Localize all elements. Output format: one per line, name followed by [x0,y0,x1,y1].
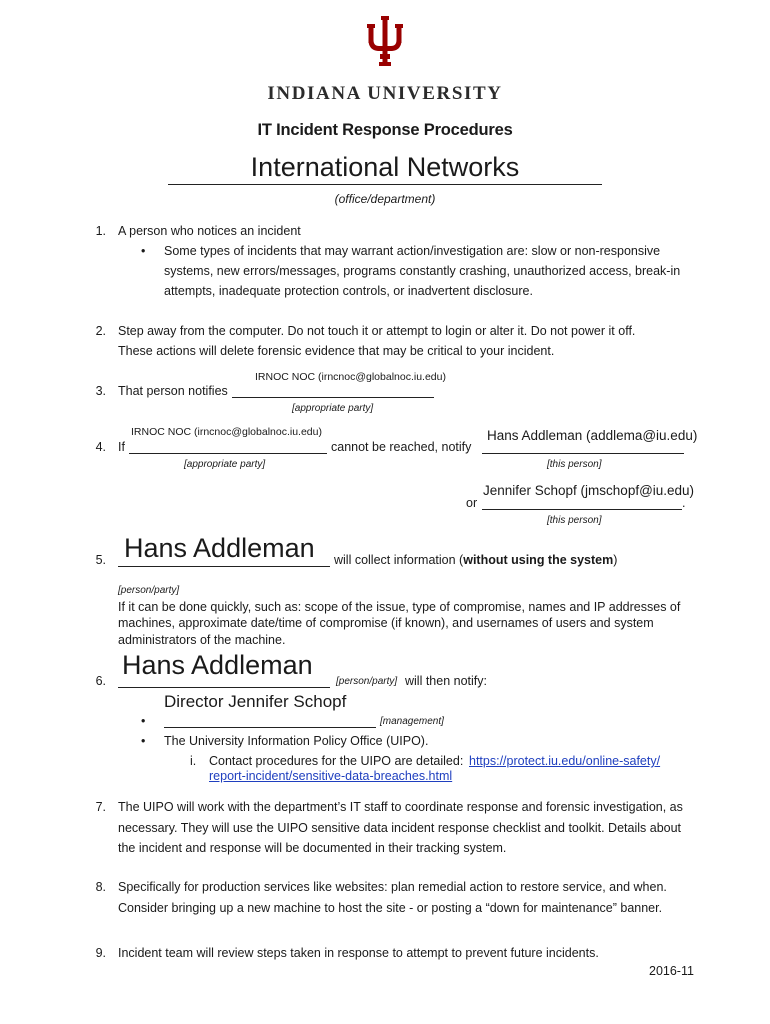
bullet: • [141,734,146,748]
step-9-text: Incident team will review steps taken in response to attempt to prevent future incidents. [118,946,599,960]
step-3-fill: IRNOC NOC (irncnoc@globalnoc.iu.edu) [255,371,446,383]
step-6-management-caption: [management] [380,716,444,727]
uipo-procedures-link[interactable]: https://protect.iu.edu/online-safety/ [469,754,661,768]
step-4-fill-right: Hans Addleman (addlema@iu.edu) [487,428,698,443]
step-7-number: 7. [95,800,106,814]
bullet: • [141,714,146,728]
step-4-caption-right-2: [this person] [547,515,602,526]
step-5-line: administrators of the machine. [118,633,286,647]
step-3-caption: [appropriate party] [292,403,374,414]
step-1-number: 1. [95,224,106,238]
step-4-blank-right [482,441,684,454]
step-4-fill-right-2: Jennifer Schopf (jmschopf@iu.edu) [483,483,695,498]
step-4-blank-left [129,441,327,454]
step-5-text-after: ) [613,553,618,567]
step-8-number: 8. [95,880,106,894]
step-3-text: That person notifies [118,384,228,398]
step-4-middle-text: cannot be reached, notify [331,440,472,454]
step-6-caption: [person/party] [336,676,398,687]
step-5-blank [118,554,330,567]
step-5-line: If it can be done quickly, such as: scope of the issue, type of compromise, names and IP addresses of [118,600,681,614]
step-5-text [334,551,617,569]
step-2-line: These actions will delete forensic evidence that may be critical to your incident. [118,344,555,358]
step-5-number: 5. [95,553,106,567]
step-4-caption-left: [appropriate party] [184,459,266,470]
step-4-blank-right-2 [482,497,682,510]
step-6-blank [118,675,330,688]
step-3-blank [232,385,434,398]
step-2-number: 2. [95,324,106,338]
step-4-caption-right: [this person] [547,459,602,470]
iu-trident-logo [362,16,408,66]
step-9-number: 9. [95,946,106,960]
revision-date: 2016-11 [649,964,694,978]
step-6-number: 6. [95,674,106,688]
department-name: International Networks [168,150,602,185]
department-caption: (office/department) [334,192,436,206]
step-4-if: If [118,440,125,454]
step-6-management-blank [164,715,376,728]
step-6-fill: Hans Addleman [122,650,313,680]
step-6-fill-management: Director Jennifer Schopf [164,692,347,711]
step-7-line: the incident and response will be documented in their tracking system. [118,841,507,855]
step-4-period: . [682,496,686,510]
step-4-number: 4. [95,440,106,454]
step-1-bullet-line: systems, new errors/messages, programs constantly crashing, unauthorized access, break-in [164,264,681,278]
step-5-line: machines, approximate date/time of compromise (if known), and usernames of users and system [118,616,654,630]
step-8-line: Specifically for production services like websites: plan remedial action to restore service, and when. [118,880,667,894]
uipo-procedures-link-continued[interactable]: report-incident/sensitive-data-breaches.html [209,769,453,783]
step-3-number: 3. [95,384,106,398]
step-6-uipo-text: The University Information Policy Office (UIPO). [164,734,429,748]
step-5-caption: [person/party] [118,585,180,596]
step-5-text-before: will collect information ( [334,553,464,567]
step-4-fill-left: IRNOC NOC (irncnoc@globalnoc.iu.edu) [131,426,322,438]
step-1-bullet-line: attempts, inadequate protection controls, or inadvertent disclosure. [164,284,533,298]
step-7-line: The UIPO will work with the department’s IT staff to coordinate response and forensic investigation, as [118,800,683,814]
step-5-fill: Hans Addleman [124,533,315,563]
step-6-sub-number: i. [190,754,197,768]
step-4-or: or [466,496,478,510]
document-title: IT Incident Response Procedures [257,121,513,139]
step-6-sub-text: Contact procedures for the UIPO are detailed: [209,754,464,768]
step-6-text: will then notify: [405,674,487,688]
step-5-text-bold: without using the system [463,553,614,567]
step-2-line: Step away from the computer. Do not touch it or attempt to login or alter it. Do not power it off. [118,324,636,338]
step-1-bullet-line: Some types of incidents that may warrant action/investigation are: slow or non-responsive [164,244,661,258]
step-7-line: necessary. They will use the UIPO sensitive data incident response checklist and toolkit. Details about [118,821,682,835]
university-name: INDIANA UNIVERSITY [267,83,503,104]
bullet: • [141,244,146,258]
step-8-line: Consider bringing up a new machine to host the site - or posting a “down for maintenance” banner. [118,901,663,915]
step-1-text: A person who notices an incident [118,224,301,238]
